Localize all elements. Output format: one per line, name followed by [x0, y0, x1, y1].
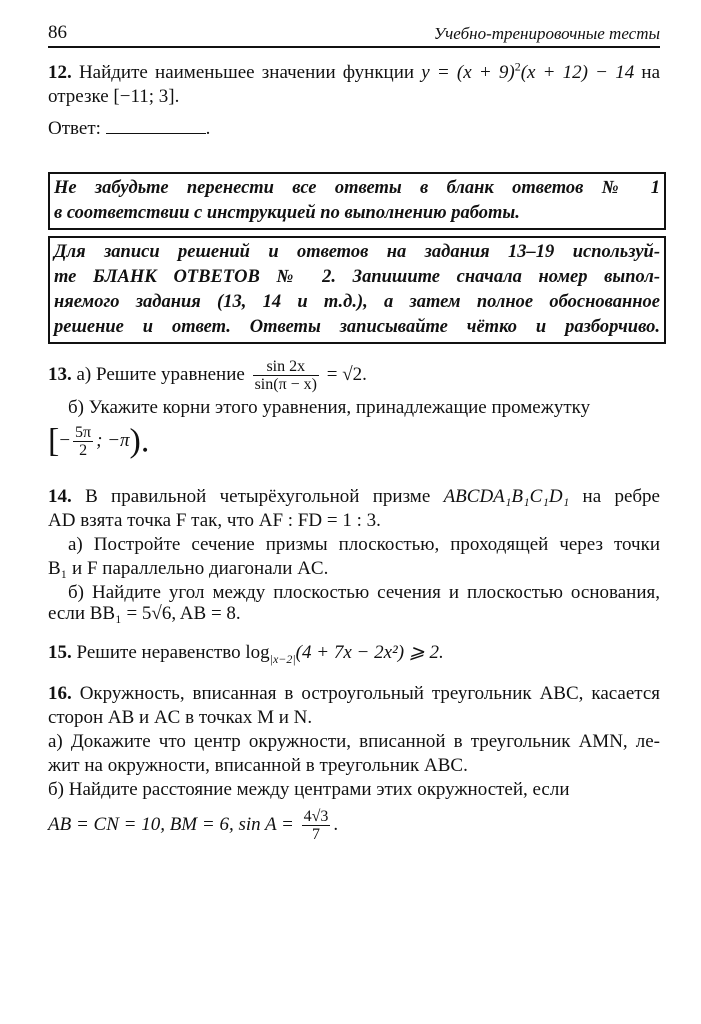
formula: (x + 12) − 14	[520, 62, 635, 83]
formula: y = (x + 9)	[421, 62, 515, 83]
task13-interval	[48, 424, 660, 459]
notice-line: няемого задания (13, 14 и т.д.), а затем полное обоснованное	[54, 292, 660, 312]
formula: (4 + 7x − 2x²) ⩾ 2.	[295, 642, 444, 663]
answer-label: Ответ:	[48, 118, 101, 139]
notice-line: Не забудьте перенести все ответы в бланк ответов № 1	[54, 178, 660, 198]
answer-line	[48, 118, 660, 140]
text: В правильной четырёхугольной призме	[71, 486, 444, 507]
task-number: 16.	[48, 683, 72, 704]
notice-line: решение и ответ. Ответы записывайте чётко и разборчиво.	[54, 317, 660, 337]
answer-blank[interactable]	[106, 119, 206, 134]
text: .	[205, 118, 211, 139]
task-number: 13.	[48, 363, 72, 385]
text: а) Решите уравнение	[71, 363, 250, 385]
task16-a2: жит на окружности, вписанной в треугольник ABC.	[48, 755, 468, 776]
notice-line: Для записи решений и ответов на задания 13–19 используй-	[54, 242, 660, 262]
notice-line: те БЛАНК ОТВЕТОВ № 2. Запишите сначала номер выпол-	[54, 267, 660, 287]
task12-line2: отрезке [−11; 3].	[48, 86, 180, 107]
notice-line: в соответствии с инструкцией по выполнению работы.	[54, 203, 520, 223]
task16-b1: б) Найдите расстояние между центрами этих окружностей, если	[48, 779, 570, 800]
text: Окружность, вписанная в остроугольный треугольник ABC, касается	[71, 683, 660, 704]
page-number: 86	[48, 22, 67, 43]
numerator: 4√3	[303, 808, 329, 825]
exponent: 2	[514, 59, 521, 74]
text: на ребре	[569, 486, 660, 507]
numerator: 5π	[75, 424, 92, 441]
bracket: ).	[129, 422, 150, 460]
task16-b2	[48, 808, 660, 843]
denominator: 2	[79, 442, 88, 459]
task14-a2: B₁ и F параллельно диагонали AC.	[48, 558, 329, 579]
formula: ABCDA₁B₁C₁D₁	[443, 486, 570, 507]
text: на	[634, 62, 660, 83]
log-base: |x−2|	[269, 651, 296, 666]
task14-line2: AD взята точка F так, что AF : FD = 1 : 3.	[48, 510, 381, 531]
task14-b2: если BB₁ = 5√6, AB = 8.	[48, 603, 241, 624]
denominator: 7	[312, 826, 321, 843]
fraction	[73, 424, 93, 459]
task14-line1	[48, 486, 660, 508]
task14-a1: а) Постройте сечение призмы плоскостью, проходящей через точки	[68, 534, 660, 555]
text: −	[59, 429, 71, 451]
task-number: 12.	[48, 62, 72, 83]
numerator: sin 2x	[253, 358, 319, 376]
fraction	[302, 808, 331, 843]
task16-line2: сторон AB и AC в точках M и N.	[48, 707, 313, 728]
task16-line1	[48, 683, 660, 705]
task15	[48, 642, 660, 664]
text: Решите неравенство log	[71, 642, 270, 663]
fraction	[253, 358, 319, 393]
notice-box-2	[48, 236, 666, 344]
denominator: sin(π − x)	[254, 376, 318, 393]
text: = √2.	[322, 363, 367, 385]
text: ; −π	[96, 429, 130, 451]
task14-b1: б) Найдите угол между плоскостью сечения и плоскостью основания,	[68, 582, 660, 603]
task13-b: б) Укажите корни этого уравнения, принадлежащие промежутку	[68, 397, 591, 418]
task12-line1	[48, 59, 660, 84]
bracket: [	[48, 422, 60, 460]
task-number: 14.	[48, 486, 72, 507]
task-number: 15.	[48, 642, 72, 663]
text: Найдите наименьшее значении функции	[71, 62, 422, 83]
text: .	[333, 813, 339, 835]
task13-a	[48, 358, 660, 393]
notice-box-1	[48, 172, 666, 230]
running-title: Учебно-тренировочные тесты	[433, 24, 660, 43]
page-header	[48, 22, 660, 48]
formula: AB = CN = 10, BM = 6, sin A =	[48, 813, 299, 835]
task16-a1: а) Докажите что центр окружности, вписанной в треугольник AMN, ле-	[48, 731, 660, 752]
